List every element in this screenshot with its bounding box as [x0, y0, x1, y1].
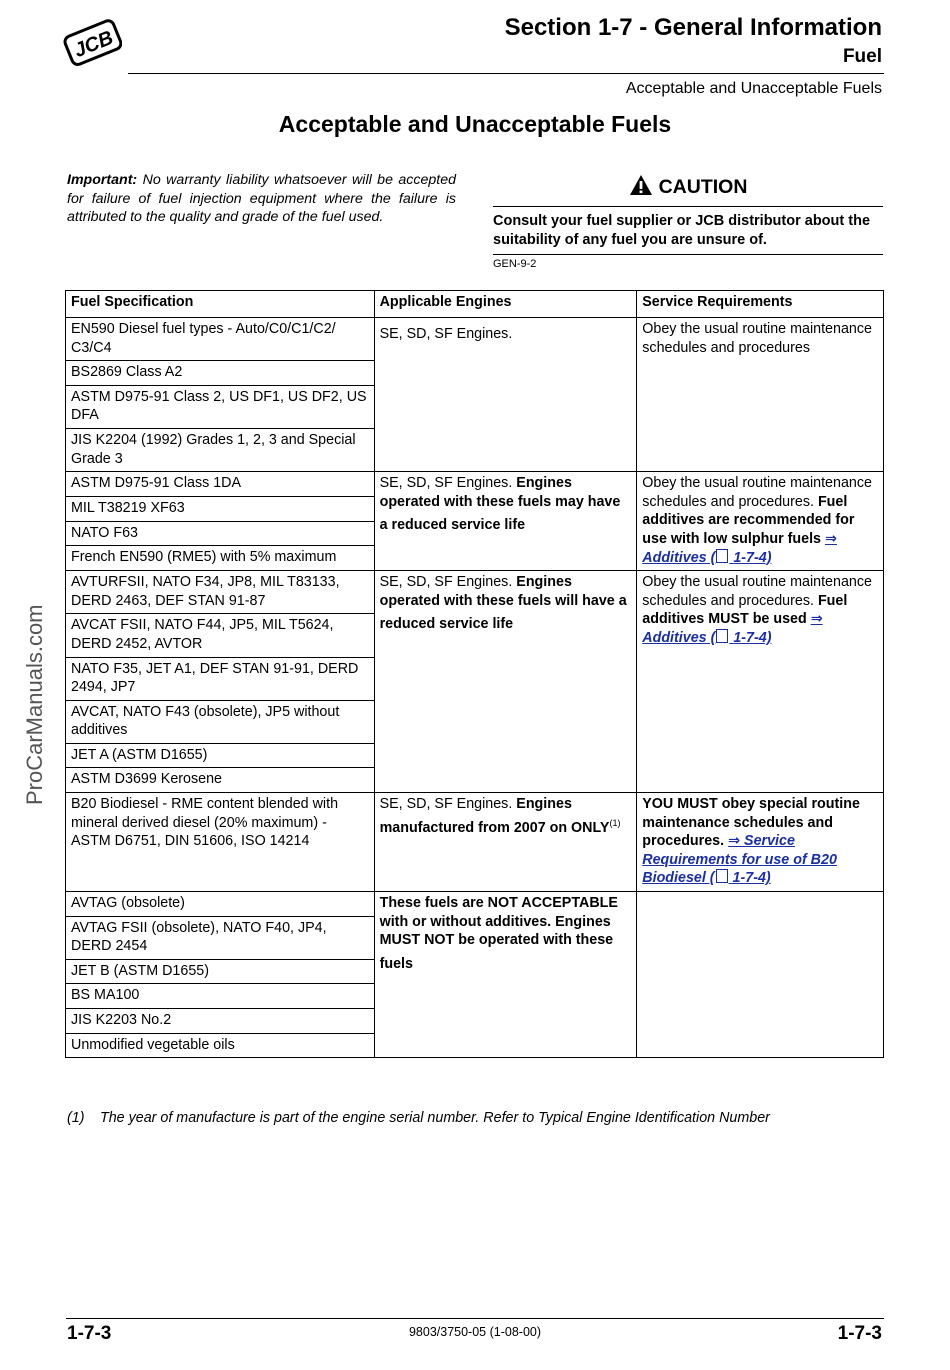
header-service-requirements: Service Requirements: [637, 291, 884, 318]
warning-triangle-icon: [629, 174, 653, 196]
important-label: Important:: [67, 172, 138, 188]
engines-note: Engines operated with these fuels will have a reduced service life: [379, 574, 627, 633]
fuel-spec-cell: JIS K2203 No.2: [66, 1009, 375, 1034]
service-requirements-cell: [637, 892, 884, 1058]
fuel-spec-cell: AVCAT FSII, NATO F44, JP5, MIL T5624, DERD 2452, AVTOR: [66, 614, 375, 657]
fuel-spec-cell: ASTM D975-91 Class 1DA: [66, 472, 375, 497]
page-icon: [716, 629, 728, 643]
section-title: Section 1-7 - General Information: [504, 14, 882, 41]
fuel-spec-cell: BS2869 Class A2: [66, 361, 375, 386]
fuel-spec-cell: AVTURFSII, NATO F34, JP8, MIL T83133, DERD 2463, DEF STAN 91-87: [66, 571, 375, 614]
table-row: [66, 472, 884, 497]
footnote-text: The year of manufacture is part of the engine serial number. Refer to Typical Engine Identification Number: [100, 1110, 770, 1126]
table-row: [66, 892, 884, 917]
fuel-spec-cell: JIS K2204 (1992) Grades 1, 2, 3 and Special Grade 3: [66, 428, 375, 471]
link-page-ref: 1-7-4): [733, 549, 772, 566]
header-rule: [128, 73, 884, 74]
fuel-spec-cell: B20 Biodiesel - RME content blended with mineral derived diesel (20% maximum) - ASTM D6751, DIN 51606, ISO 14214: [66, 793, 375, 892]
table-row: [66, 571, 884, 614]
fuel-spec-cell: French EN590 (RME5) with 5% maximum: [66, 546, 375, 571]
fuel-spec-cell: JET B (ASTM D1655): [66, 959, 375, 984]
service-text: Obey the usual routine maintenance schedules and procedures.: [642, 574, 872, 609]
page-number-left: 1-7-3: [67, 1323, 112, 1344]
document-reference: 9803/3750-05 (1-08-00): [408, 1325, 542, 1339]
engines-note: These fuels are NOT ACCEPTABLE with or without additives. Engines MUST NOT be operated with these fuels: [379, 895, 618, 972]
caution-heading: CAUTION: [658, 176, 748, 198]
important-note: [67, 171, 456, 227]
table-row: [66, 318, 884, 361]
service-requirements-cell: [637, 318, 884, 472]
engines-note: Engines operated with these fuels may have a reduced service life: [379, 475, 621, 534]
service-note: Fuel additives are recommended for use with low sulphur fuels: [642, 493, 855, 547]
applicable-engines-cell: [374, 892, 637, 1058]
service-text: Obey the usual routine maintenance schedules and procedures.: [642, 475, 872, 510]
footnote-marker: (1): [609, 817, 621, 828]
service-requirements-cell: [637, 571, 884, 793]
page-icon: [716, 549, 728, 563]
link-page-ref: 1-7-4): [732, 870, 771, 887]
link-text: Additives (: [642, 629, 716, 646]
service-note: YOU MUST obey special routine maintenance schedules and procedures.: [642, 796, 860, 850]
fuel-table: [65, 290, 884, 1058]
engines-text: SE, SD, SF Engines.: [379, 325, 513, 342]
arrow-right-icon: ⇒: [824, 530, 837, 547]
engines-text: SE, SD, SF Engines.: [379, 796, 513, 813]
link-page-ref: 1-7-4): [733, 629, 772, 646]
link-text: Additives (: [642, 549, 716, 566]
footer-rule: [66, 1318, 884, 1319]
fuel-spec-cell: ASTM D975-91 Class 2, US DF1, US DF2, US DFA: [66, 385, 375, 428]
fuel-spec-cell: AVCAT, NATO F43 (obsolete), JP5 without additives: [66, 700, 375, 743]
fuel-spec-cell: MIL T38219 XF63: [66, 496, 375, 521]
applicable-engines-cell: [374, 571, 637, 793]
page-number-right: 1-7-3: [837, 1323, 882, 1344]
applicable-engines-cell: [374, 793, 637, 892]
caution-rule: [493, 206, 883, 207]
page-title: Acceptable and Unacceptable Fuels: [278, 111, 672, 137]
service-requirements-cell: [637, 472, 884, 571]
engines-text: SE, SD, SF Engines.: [379, 574, 513, 591]
header-fuel-spec: Fuel Specification: [66, 291, 375, 318]
caution-code: GEN-9-2: [493, 258, 537, 270]
service-note: Fuel additives MUST be used: [642, 592, 848, 628]
fuel-spec-cell: EN590 Diesel fuel types - Auto/C0/C1/C2/ C3/C4: [66, 318, 375, 361]
arrow-right-icon: ⇒: [810, 611, 823, 628]
footnote: [67, 1110, 770, 1126]
header-applicable-engines: Applicable Engines: [374, 291, 637, 318]
fuel-spec-cell: AVTAG (obsolete): [66, 892, 375, 917]
important-text: No warranty liability whatsoever will be accepted for failure of fuel injection equipment where the failure is attributed to the quality and grade of the fuel used.: [67, 172, 456, 225]
fuel-spec-cell: AVTAG FSII (obsolete), NATO F40, JP4, DERD 2454: [66, 916, 375, 959]
topic-title: Acceptable and Unacceptable Fuels: [625, 80, 882, 97]
arrow-right-icon: ⇒: [728, 833, 745, 850]
caution-rule-bottom: [493, 254, 883, 255]
watermark: [0, 570, 47, 810]
table-header-row: [66, 291, 884, 318]
applicable-engines-cell: [374, 318, 637, 472]
subsection-title: Fuel: [842, 46, 882, 67]
applicable-engines-cell: [374, 472, 637, 571]
table-row: [66, 793, 884, 892]
fuel-spec-cell: NATO F63: [66, 521, 375, 546]
engines-text: SE, SD, SF Engines.: [379, 475, 513, 492]
service-requirements-cell: [637, 793, 884, 892]
fuel-spec-cell: JET A (ASTM D1655): [66, 743, 375, 768]
fuel-spec-cell: ASTM D3699 Kerosene: [66, 768, 375, 793]
caution-text: Consult your fuel supplier or JCB distributor about the suitability of any fuel you are unsure of.: [493, 213, 871, 248]
jcb-logo: [62, 18, 122, 68]
footnote-number: (1): [67, 1110, 85, 1126]
service-text: Obey the usual routine maintenance schedules and procedures: [642, 321, 872, 356]
page-icon: [716, 869, 728, 883]
watermark-text: ProCarManuals.com: [22, 604, 47, 805]
engines-note: Engines manufactured from 2007 on ONLY: [379, 796, 610, 836]
caution-box: [493, 172, 883, 270]
caution-heading-row: [493, 172, 883, 202]
fuel-spec-cell: Unmodified vegetable oils: [66, 1033, 375, 1058]
fuel-spec-cell: BS MA100: [66, 984, 375, 1009]
link-text: Service Requirements for use of B20 Biodiesel (: [642, 833, 837, 887]
logo-text: JCB: [71, 26, 117, 63]
fuel-spec-cell: NATO F35, JET A1, DEF STAN 91-91, DERD 2494, JP7: [66, 657, 375, 700]
